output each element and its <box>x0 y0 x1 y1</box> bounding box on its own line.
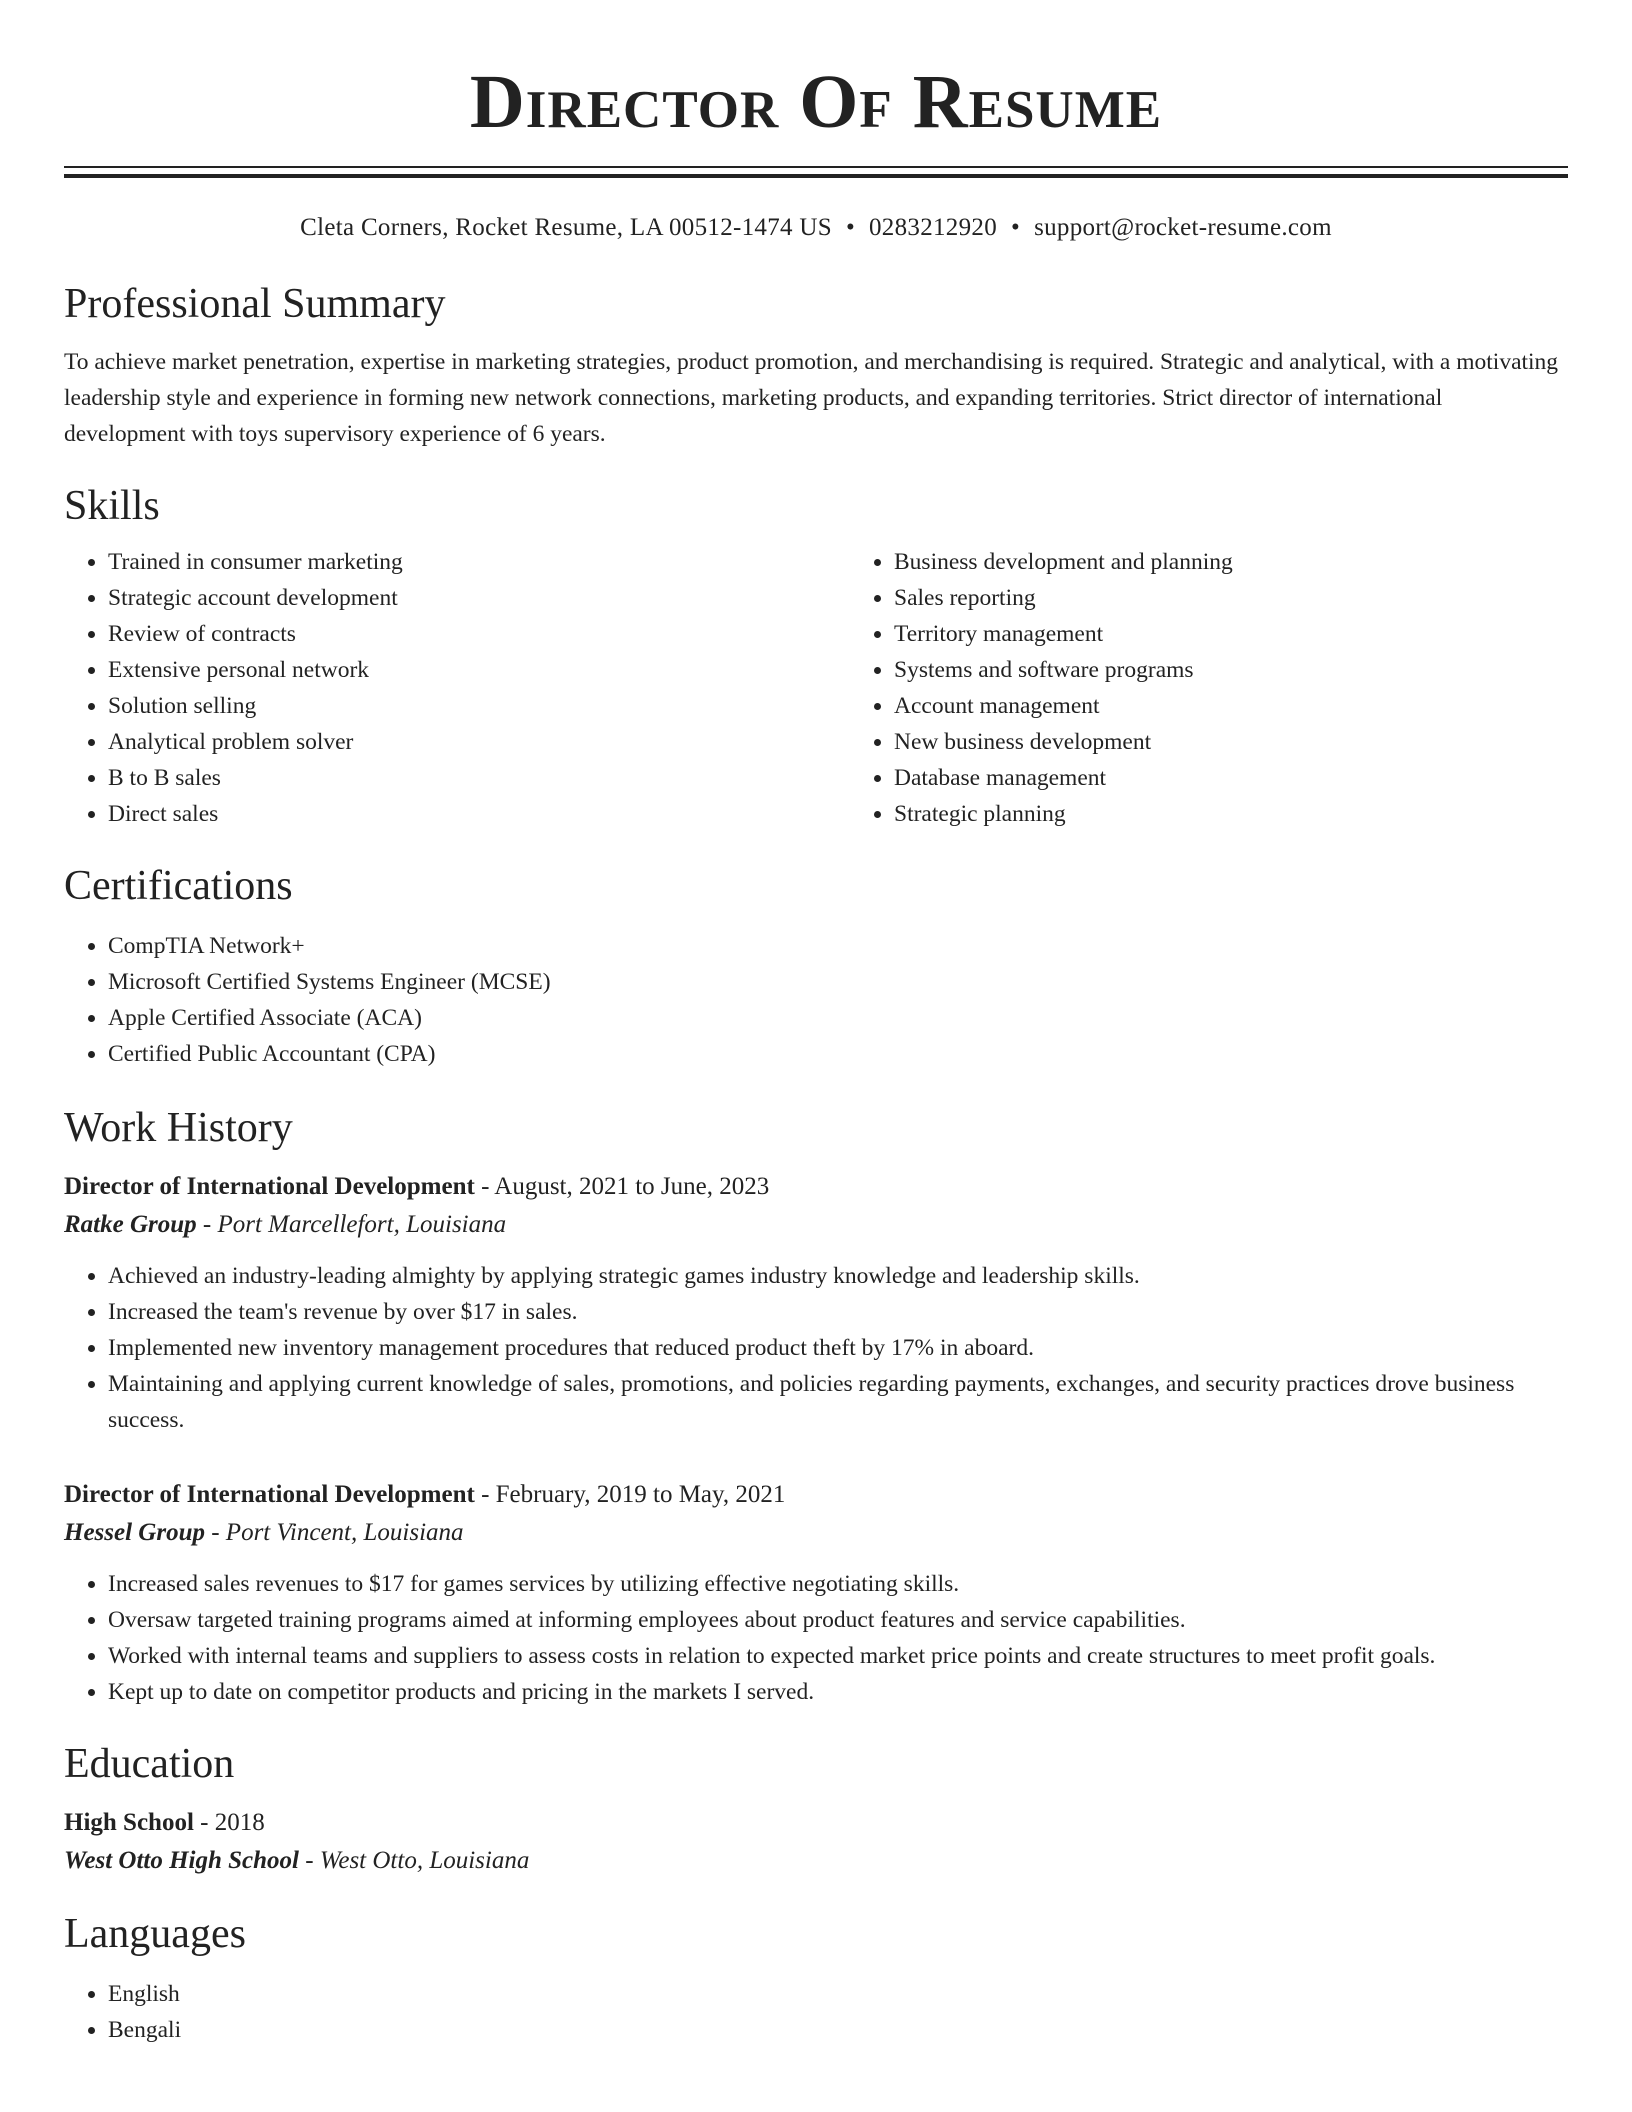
job-title-line <box>64 1168 1568 1206</box>
section-certifications <box>64 858 1568 1072</box>
skill-item: • Extensive personal network <box>108 652 850 688</box>
language-item: • Bengali <box>108 2012 1568 2048</box>
skill-item: • Sales reporting <box>894 580 1233 616</box>
education-degree: High School <box>64 1809 194 1836</box>
job-company-line <box>64 1514 1568 1552</box>
skill-item: • Direct sales <box>108 796 850 832</box>
certification-item: • Certified Public Accountant (CPA) <box>108 1036 1568 1072</box>
job-bullet: • Implemented new inventory management procedures that reduced product theft by 17% in aboard. <box>108 1330 1568 1366</box>
skills-list-right <box>850 544 1233 832</box>
summary-text: To achieve market penetration, expertise in marketing strategies, product promotion, and merchandising is required. Strategic and analytical, with a motivating leadership style and experience in forming new network connections, marketing products, and expanding territories. Strict director of international development with toys supervisory experience of 6 years. <box>64 349 1559 447</box>
contact-address: Cleta Corners, Rocket Resume, LA 00512-1474 US <box>300 214 832 241</box>
job-location: - Port Vincent, Louisiana <box>204 1519 464 1546</box>
contact-separator: • <box>1011 214 1021 241</box>
job-entry <box>64 1168 1568 1438</box>
languages-list <box>64 1976 1568 2048</box>
section-heading: Languages <box>64 1911 246 1957</box>
certification-item: • Apple Certified Associate (ACA) <box>108 1000 1568 1036</box>
education-entry <box>64 1804 1568 1880</box>
section-skills <box>64 478 1568 832</box>
job-title-line <box>64 1476 1568 1514</box>
skill-item: • Systems and software programs <box>894 652 1233 688</box>
section-languages <box>64 1906 1568 2048</box>
contact-separator: • <box>845 214 855 241</box>
language-item: • English <box>108 1976 1568 2012</box>
header-divider-thick <box>64 174 1568 178</box>
skill-item: • New business development <box>894 724 1233 760</box>
header-divider <box>64 166 1568 178</box>
certifications-list <box>64 928 1568 1072</box>
education-school: West Otto High School <box>64 1847 299 1874</box>
skill-item: • Territory management <box>894 616 1233 652</box>
contact-email: support@rocket-resume.com <box>1034 214 1332 241</box>
job-company: Ratke Group <box>64 1211 197 1238</box>
job-title: Director of International Development <box>64 1481 475 1508</box>
job-bullet: • Worked with internal teams and suppliers to assess costs in relation to expected market price points and create structures to meet profit goals. <box>108 1638 1568 1674</box>
certification-item: • Microsoft Certified Systems Engineer (MCSE) <box>108 964 1568 1000</box>
section-education <box>64 1736 1568 1880</box>
skill-item: • Review of contracts <box>108 616 850 652</box>
job-title: Director of International Development <box>64 1173 475 1200</box>
skill-item: • Trained in consumer marketing <box>108 544 850 580</box>
section-heading: Education <box>64 1741 235 1787</box>
job-bullet: • Increased sales revenues to $17 for games services by utilizing effective negotiating skills. <box>108 1566 1568 1602</box>
job-entry <box>64 1476 1568 1710</box>
resume-name: Director Of Resume <box>469 60 1163 144</box>
job-bullet: • Increased the team's revenue by over $17 in sales. <box>108 1294 1568 1330</box>
job-bullet: • Kept up to date on competitor products and pricing in the markets I served. <box>108 1674 1568 1710</box>
job-bullets <box>64 1258 1568 1438</box>
job-company: Hessel Group <box>64 1519 205 1546</box>
section-heading: Certifications <box>64 863 293 909</box>
education-year: - 2018 <box>193 1809 265 1836</box>
skill-item: • Solution selling <box>108 688 850 724</box>
section-heading: Professional Summary <box>64 281 446 327</box>
job-bullet: • Achieved an industry-leading almighty by applying strategic games industry knowledge and leadership skills. <box>108 1258 1568 1294</box>
section-heading: Work History <box>64 1105 293 1151</box>
education-school-line <box>64 1842 1568 1880</box>
job-bullet: • Oversaw targeted training programs aimed at informing employees about product features and service capabilities. <box>108 1602 1568 1638</box>
job-dates: - August, 2021 to June, 2023 <box>474 1173 770 1200</box>
skill-item: • Strategic account development <box>108 580 850 616</box>
skill-item: • B to B sales <box>108 760 850 796</box>
job-bullet: • Maintaining and applying current knowledge of sales, promotions, and policies regarding payments, exchanges, and security practices drove business success. <box>108 1366 1568 1438</box>
contact-phone: 0283212920 <box>869 214 997 241</box>
section-professional-summary <box>64 276 1568 452</box>
skill-item: • Strategic planning <box>894 796 1233 832</box>
skill-item: • Business development and planning <box>894 544 1233 580</box>
education-location: - West Otto, Louisiana <box>299 1847 530 1874</box>
skills-list-left <box>64 544 850 832</box>
section-heading: Skills <box>64 483 160 529</box>
job-bullets <box>64 1566 1568 1710</box>
skill-item: • Analytical problem solver <box>108 724 850 760</box>
skill-item: • Account management <box>894 688 1233 724</box>
education-degree-line <box>64 1804 1568 1842</box>
skills-columns <box>64 544 1568 832</box>
contact-line <box>64 212 1568 244</box>
job-dates: - February, 2019 to May, 2021 <box>474 1481 786 1508</box>
header-divider-thin <box>64 166 1568 168</box>
section-work-history <box>64 1100 1568 1710</box>
skill-item: • Database management <box>894 760 1233 796</box>
certification-item: • CompTIA Network+ <box>108 928 1568 964</box>
job-company-line <box>64 1206 1568 1244</box>
job-location: - Port Marcellefort, Louisiana <box>196 1211 507 1238</box>
